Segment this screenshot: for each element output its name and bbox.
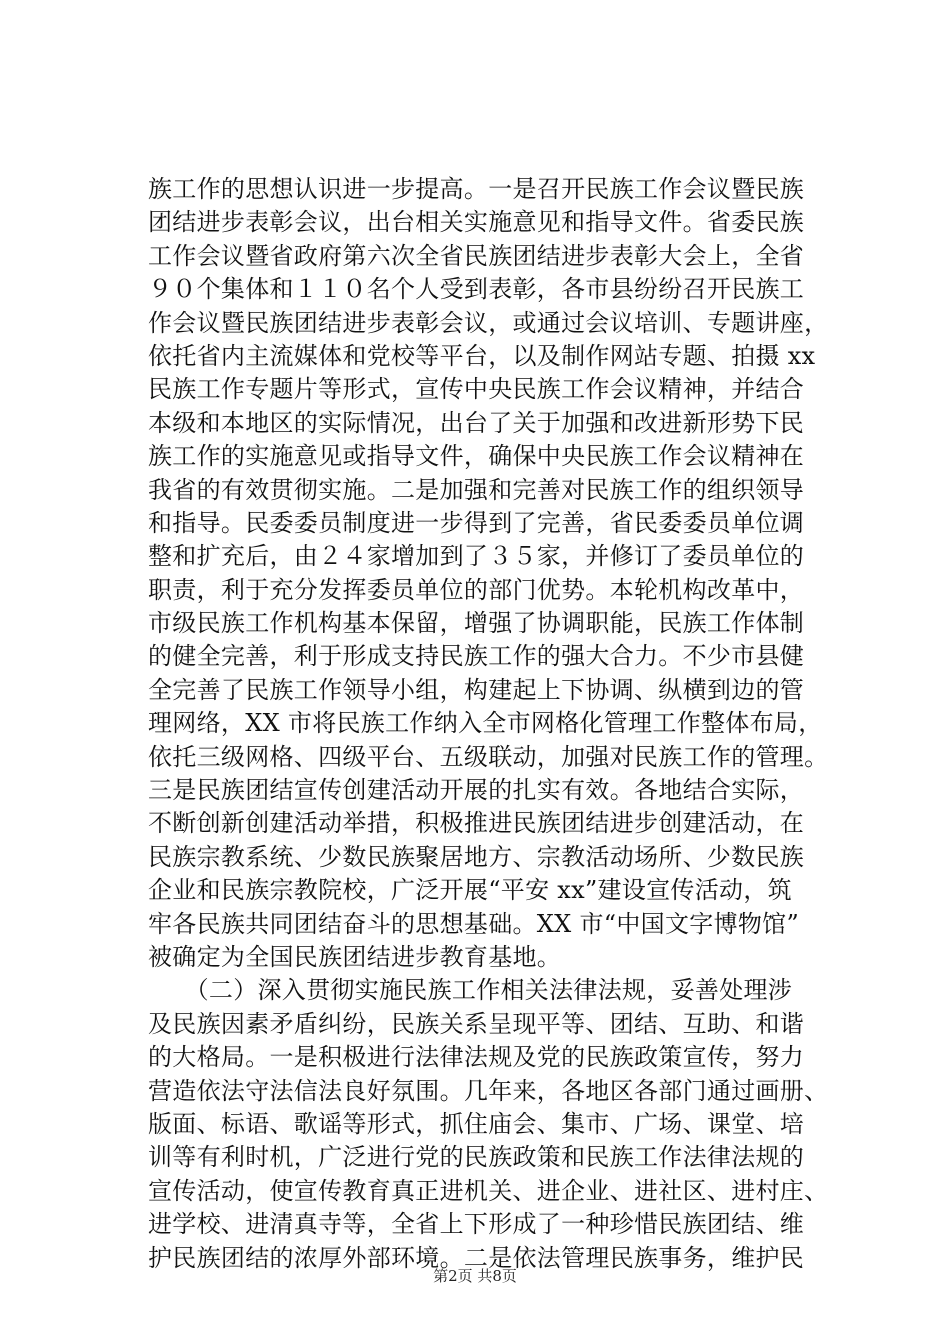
text-line: 依托省内主流媒体和党校等平台，以及制作网站专题、拍摄 xx <box>148 341 816 370</box>
text-line: 的大格局。一是积极进行法律法规及党的民族政策宣传，努力 <box>148 1043 805 1072</box>
text-line: ９０个集体和１１０名个人受到表彰，各市县纷纷召开民族工 <box>148 275 805 304</box>
text-line: 依托三级网格、四级平台、五级联动，加强对民族工作的管理。 <box>148 742 829 771</box>
text-line: 护民族团结的浓厚外部环境。二是依法管理民族事务，维护民 <box>148 1243 805 1272</box>
text-line: 牢各民族共同团结奋斗的思想基础。XX 市“中国文字博物馆” <box>148 909 800 938</box>
text-line: 市级民族工作机构基本保留，增强了协调职能，民族工作体制 <box>148 609 805 638</box>
text-line: 不断创新创建活动举措，积极推进民族团结进步创建活动，在 <box>148 809 805 838</box>
text-line: 族工作的实施意见或指导文件，确保中央民族工作会议精神在 <box>148 442 805 471</box>
text-line: 团结进步表彰会议，出台相关实施意见和指导文件。省委民族 <box>148 208 805 237</box>
text-line: 的健全完善，利于形成支持民族工作的强大合力。不少市县健 <box>148 642 805 671</box>
text-line: 全完善了民族工作领导小组，构建起上下协调、纵横到边的管 <box>148 675 805 704</box>
text-line: 本级和本地区的实际情况，出台了关于加强和改进新形势下民 <box>148 408 805 437</box>
text-line: 族工作的思想认识进一步提高。一是召开民族工作会议暨民族 <box>148 175 805 203</box>
text-line: 民族宗教系统、少数民族聚居地方、宗教活动场所、少数民族 <box>148 842 805 871</box>
text-line: 我省的有效贯彻实施。二是加强和完善对民族工作的组织领导 <box>148 475 805 504</box>
text-line: 三是民族团结宣传创建活动开展的扎实有效。各地结合实际， <box>148 776 805 805</box>
text-line: 工作会议暨省政府第六次全省民族团结进步表彰大会上，全省 <box>148 241 805 270</box>
text-line: 进学校、进清真寺等，全省上下形成了一种珍惜民族团结、维 <box>148 1210 805 1239</box>
text-line: 职责，利于充分发挥委员单位的部门优势。本轮机构改革中， <box>148 575 805 604</box>
text-line: 及民族因素矛盾纠纷，民族关系呈现平等、团结、互助、和谐 <box>148 1009 805 1038</box>
text-line: 民族工作专题片等形式，宣传中央民族工作会议精神，并结合 <box>148 375 805 404</box>
text-line: 宣传活动，使宣传教育真正进机关、进企业、进社区、进村庄、 <box>148 1176 829 1205</box>
page-footer: 第2页 共8页 <box>433 1267 517 1285</box>
text-line: 整和扩充后，由２４家增加到了３５家，并修订了委员单位的 <box>148 542 805 571</box>
text-line: 企业和民族宗教院校，广泛开展“平安 xx”建设宣传活动，筑 <box>148 876 792 905</box>
text-line: 理网络，XX 市将民族工作纳入全市网格化管理工作整体布局， <box>148 709 823 738</box>
text-line: 营造依法守法信法良好氛围。几年来，各地区各部门通过画册、 <box>148 1076 829 1105</box>
text-line: 作会议暨民族团结进步表彰会议，或通过会议培训、专题讲座， <box>148 308 829 337</box>
text-line: 训等有利时机，广泛进行党的民族政策和民族工作法律法规的 <box>148 1143 805 1172</box>
text-line: 被确定为全国民族团结进步教育基地。 <box>148 942 562 971</box>
text-line: 版面、标语、歌谣等形式，抓住庙会、集市、广场、课堂、培 <box>148 1109 805 1138</box>
body-text <box>148 173 848 1275</box>
text-line: （二）深入贯彻实施民族工作相关法律法规，妥善处理涉 <box>148 976 793 1005</box>
text-line: 和指导。民委委员制度进一步得到了完善，省民委委员单位调 <box>148 508 805 537</box>
